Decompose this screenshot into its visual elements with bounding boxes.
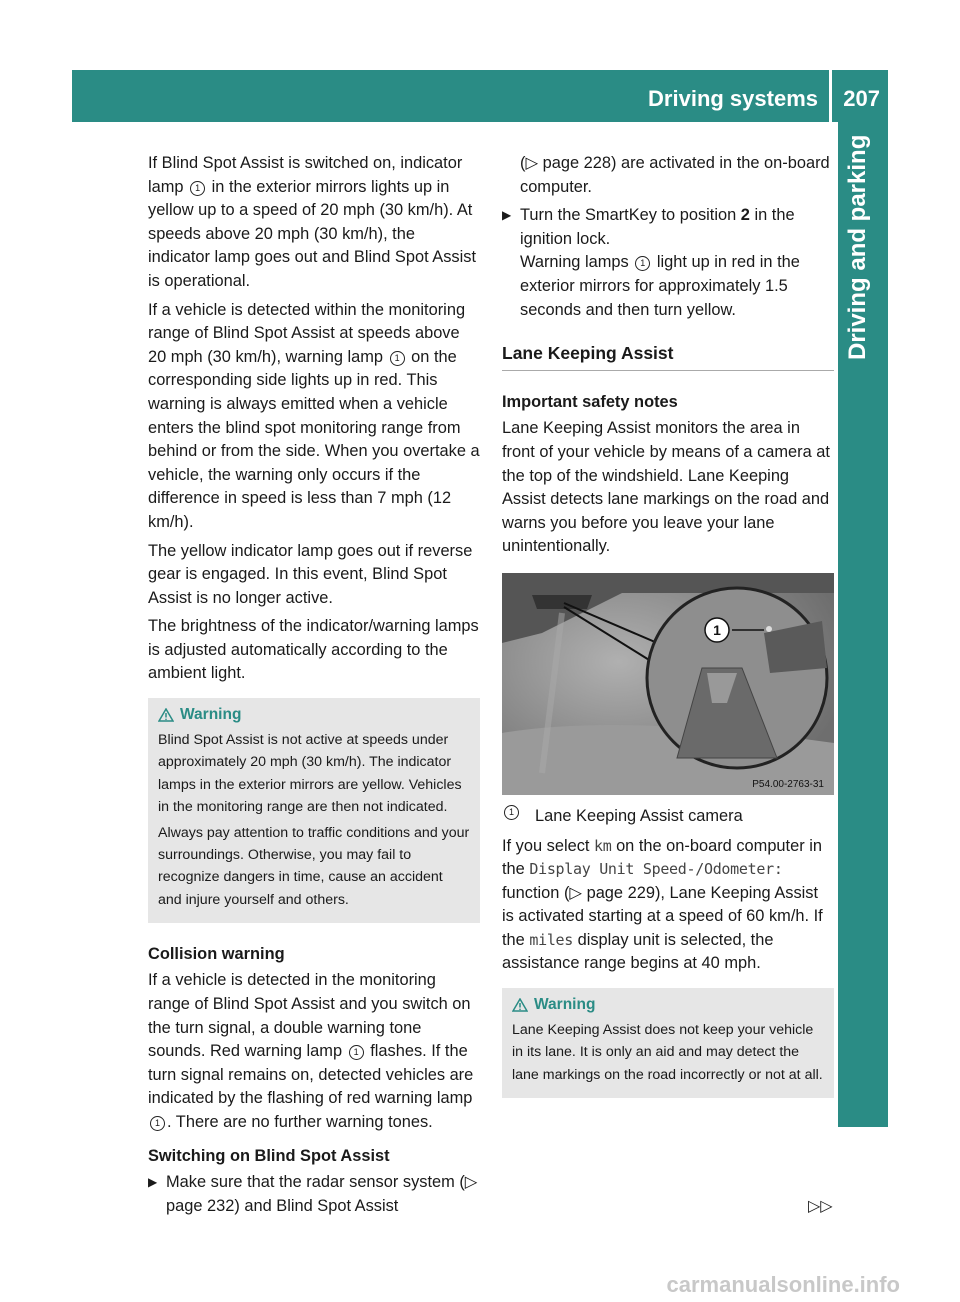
section-title: Driving systems — [648, 86, 818, 111]
step-arrow-icon: ▶ — [148, 1175, 158, 1190]
warning-heading: Warning — [512, 994, 824, 1016]
header-bar — [72, 70, 888, 122]
instruction-step: ▶ Make sure that the radar sensor system (▷ page 232) and Blind Spot Assist — [148, 1171, 480, 1218]
section-heading: Lane Keeping Assist — [502, 342, 834, 371]
side-tab-label: Driving and parking — [844, 135, 871, 361]
warning-box — [502, 988, 834, 1098]
svg-text:P54.00-2763-31: P54.00-2763-31 — [752, 778, 824, 790]
windshield-camera-illustration — [502, 573, 834, 795]
callout-1-icon: 1 — [635, 256, 650, 271]
paragraph: If a vehicle is detected in the monitoring range of Blind Spot Assist and you switch on the turn signal, a double warning tone sounds. Red warning lamp 1 flashes. If the turn signal remains on, detected vehicles are indicated by the flashing of red warning lamp 1 . There are no further warning tones. — [148, 971, 474, 1132]
callout-1-icon: 1 — [504, 805, 519, 820]
callout-1-icon: 1 — [190, 181, 205, 196]
page-number: 207 — [843, 86, 880, 111]
safety-heading: Important safety notes — [502, 392, 678, 411]
warning-triangle-icon — [158, 708, 174, 722]
warning-text: Blind Spot Assist is not active at speeds under approximately 20 mph (30 km/h). The indicator lamps in the exterior mirrors are yellow. Vehicles in the monitoring range are then not indicated. — [158, 732, 462, 815]
continue-arrow-icon: ▷▷ — [808, 1198, 833, 1215]
step-arrow-icon: ▶ — [502, 208, 512, 223]
left-column — [148, 152, 480, 1223]
paragraph: The yellow indicator lamp goes out if reverse gear is engaged. In this event, Blind Spot Assist is no longer active. — [148, 541, 473, 607]
callout-1-icon: 1 — [150, 1116, 165, 1131]
paragraph: If a vehicle is detected within the monitoring range of Blind Spot Assist at speeds above 20 mph (30 km/h), warning lamp 1 on the corresponding side lights up in red. This warning is always emitted when a vehicle enters the blind spot monitoring range from behind or from the side. When you overtake a vehicle, the warning only occurs if the difference in speed is less than 7 mph (12 km/h). — [148, 300, 480, 531]
callout-1-icon: 1 — [390, 351, 405, 366]
warning-text: Always pay attention to traffic conditions and your surroundings. Otherwise, you may fail to recognize dangers in time, cause an accident and injure yourself and others. — [158, 825, 470, 908]
paragraph: (▷ page 228) are activated in the on-board computer. — [520, 154, 830, 196]
paragraph: Lane Keeping Assist monitors the area in front of your vehicle by means of a camera at the top of the windshield. Lane Keeping Assist detects lane markings on the road and warns you before you leave your lane unintentionally. — [502, 419, 830, 556]
warning-heading: Warning — [158, 704, 470, 726]
warning-text: Lane Keeping Assist does not keep your vehicle in its lane. It is only an aid and may detect the lane markings on the road incorrectly or not at all. — [512, 1022, 823, 1083]
warning-box — [148, 698, 480, 923]
collision-heading: Collision warning — [148, 944, 285, 963]
paragraph: The brightness of the indicator/warning lamps is adjusted automatically according to the ambient light. — [148, 617, 479, 683]
callout-1-icon: 1 — [349, 1045, 364, 1060]
switching-heading: Switching on Blind Spot Assist — [148, 1146, 390, 1165]
instruction-step: ▶ Turn the SmartKey to position 2 in the ignition lock. Warning lamps 1 light up in red in the exterior mirrors for approximately 1.5 seconds and then turn yellow. — [502, 204, 834, 322]
paragraph: If Blind Spot Assist is switched on, indicator lamp 1 in the exterior mirrors lights up in yellow up to a speed of 20 mph (30 km/h). At speeds above 20 mph (30 km/h), the indicator lamp goes out and Blind Spot Assist is operational. — [148, 154, 477, 290]
header-divider — [829, 70, 832, 122]
camera-figure — [502, 573, 834, 795]
figure-legend: 1 Lane Keeping Assist camera — [502, 805, 834, 829]
warning-triangle-icon — [512, 998, 528, 1012]
svg-text:1: 1 — [713, 621, 721, 638]
paragraph: If you select km on the on-board computer in the Display Unit Speed-/Odometer: function (▷ page 229), Lane Keeping Assist is activated starting at a speed of 60 km/h. If the miles display unit is selected, the assistance range begins at 40 mph. — [502, 836, 823, 973]
right-column — [502, 152, 834, 1118]
watermark: carmanualsonline.info — [666, 1272, 900, 1297]
